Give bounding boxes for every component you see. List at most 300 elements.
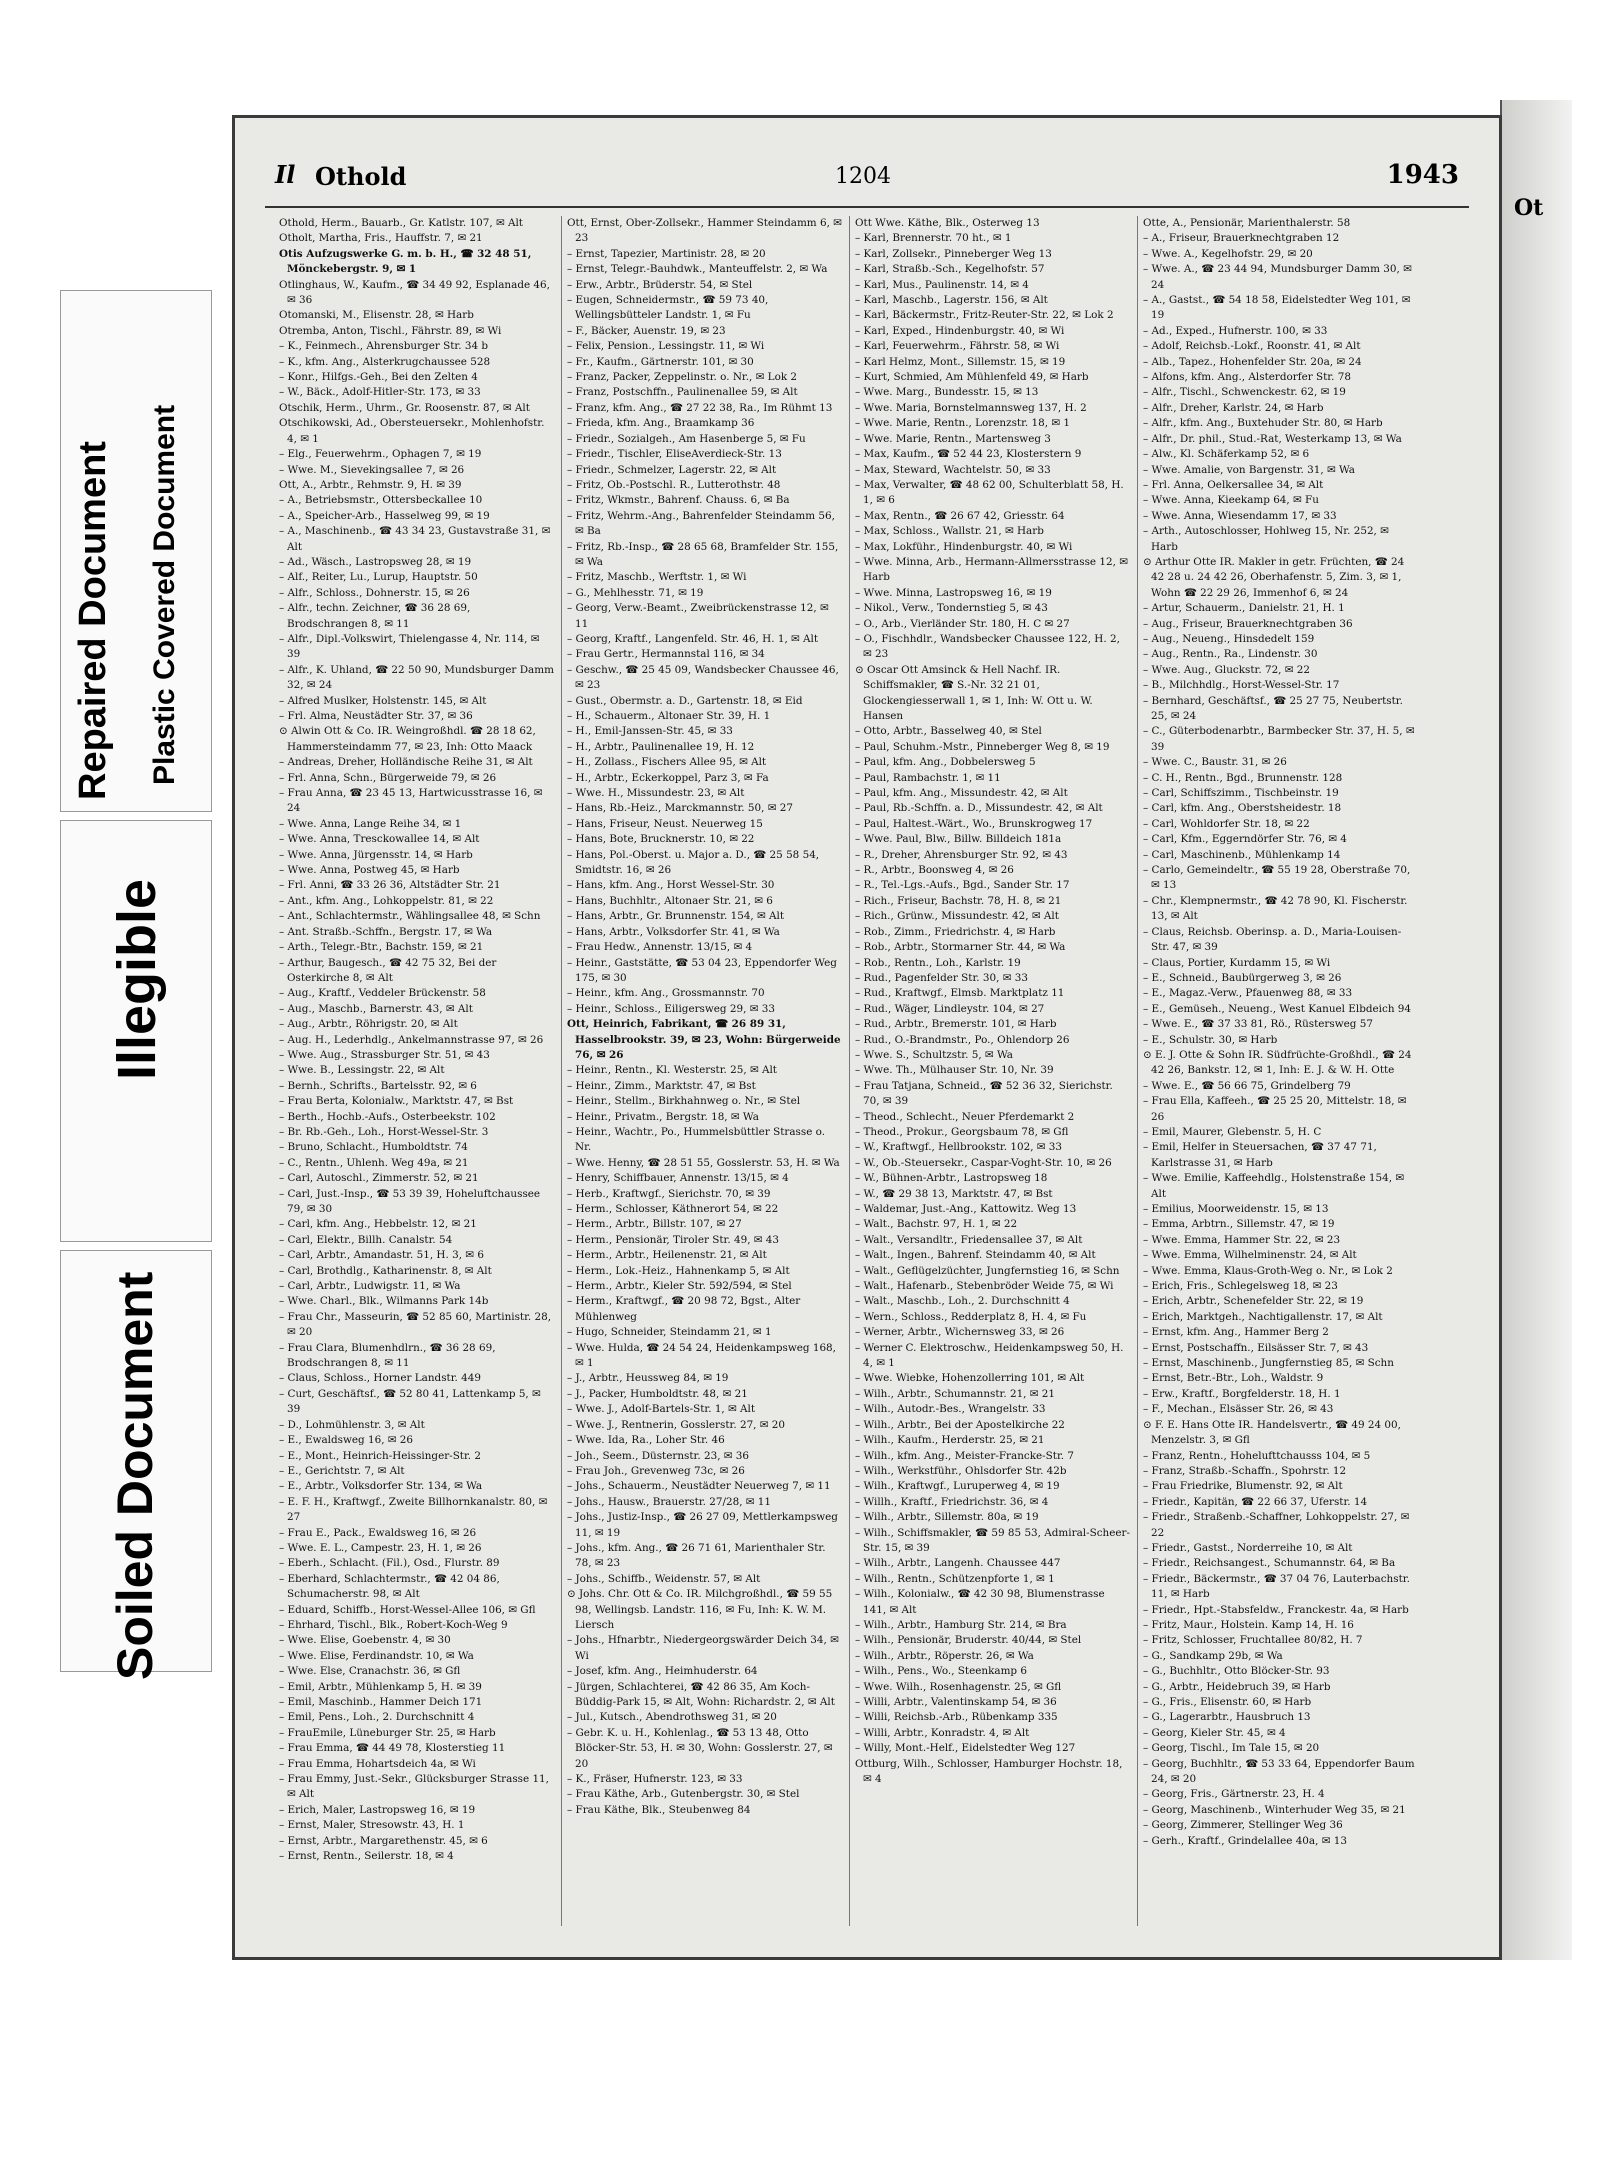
directory-entry: – Georg, Fris., Gärtnerstr. 23, H. 4: [1143, 1788, 1325, 1801]
directory-entry: – Franz, Postschffn., Paulinenallee 59, ✉ Alt: [567, 386, 798, 399]
directory-entry: – Walt., Hafenarb., Stebenbröder Weide 75, ✉ Wi: [855, 1280, 1114, 1293]
directory-entry: – Fritz, Ob.-Postschl. R., Lutterothstr. 48: [567, 478, 781, 491]
directory-entry: – Ad., Exped., Hufnerstr. 100, ✉ 33: [1143, 324, 1328, 337]
directory-entry: – Herm., Arbtr., Kieler Str. 592/594, ✉ Stel: [567, 1280, 792, 1293]
directory-entry: – Wwe. Anna, Tresckowallee 14, ✉ Alt: [279, 833, 480, 846]
directory-entry: – Aug., Friseur, Brauerknechtgraben 36: [1143, 617, 1353, 630]
directory-entry: – Carl, Arbtr., Amandastr. 51, H. 3, ✉ 6: [279, 1249, 484, 1262]
directory-entry: – Ernst, Tapezier, Martinistr. 28, ✉ 20: [567, 247, 766, 260]
directory-entry: – Frau Friedrike, Blumenstr. 92, ✉ Alt: [1143, 1480, 1343, 1493]
directory-entry: – Carl, Brothdlg., Katharinenstr. 8, ✉ Alt: [279, 1264, 492, 1277]
directory-entry: – Frieda, kfm. Ang., Braamkamp 36: [567, 417, 755, 430]
directory-entry: – Werner C. Elektroschw., Heidenkampsweg 50, H. 4, ✉ 1: [855, 1341, 1124, 1370]
directory-entry: – A., Betriebsmstr., Ottersbeckallee 10: [279, 494, 483, 507]
directory-entry: – Wwe. Ida, Ra., Loher Str. 46: [567, 1434, 725, 1447]
directory-entry: – Carlo, Gemeindeltr., ☎ 55 19 28, Oberstraße 70, ✉ 13: [1143, 864, 1411, 892]
directory-entry: – Friedr., Sozialgeh., Am Hasenberge 5, ✉ Fu: [567, 432, 806, 445]
column-1: [279, 216, 554, 1926]
directory-entry: – Heinr., Privatm., Bergstr. 18, ✉ Wa: [567, 1110, 759, 1123]
directory-entry: – Franz, Straßb.-Schaffn., Spohrstr. 12: [1143, 1464, 1347, 1477]
directory-entry: – Arth., Telegr.-Btr., Bachstr. 159, ✉ 21: [279, 941, 484, 954]
directory-entry: Ott, Ernst, Ober-Zollsekr., Hammer Steindamm 6, ✉ 23: [567, 217, 842, 245]
page-header: [275, 160, 1459, 200]
directory-entry: – Hans, Arbtr., Volksdorfer Str. 41, ✉ Wa: [567, 925, 780, 938]
directory-entry: Otte, A., Pensionär, Marienthalerstr. 58: [1143, 217, 1351, 229]
directory-entry: Ottburg, Wilh., Schlosser, Hamburger Hochstr. 18, ✉ 4: [855, 1757, 1123, 1786]
directory-entry: – Rich., Grünw., Missundestr. 42, ✉ Alt: [855, 910, 1059, 923]
directory-entry: – Alfr., kfm. Ang., Buxtehuder Str. 80, ✉ Harb: [1143, 417, 1383, 430]
directory-entry: – Johs., Schauerm., Neustädter Neuerweg 7, ✉ 11: [567, 1480, 831, 1493]
directory-entry: – Herm., Schlosser, Käthnerort 54, ✉ 22: [567, 1203, 779, 1215]
directory-entry: – Johs., Hfnarbtr., Niedergeorgswärder Deich 34, ✉ Wi: [567, 1634, 839, 1662]
directory-entry: ⊙ Arthur Otte IR. Makler in getr. Früchten, ☎ 24 42 28 u. 24 42 26, Oberhafenstr. 5, Zim. 3, ✉ 1, Wohn ☎ 22 29 26, Immenhof 6, ✉ 24: [1143, 555, 1405, 599]
directory-entry: – Friedr., Bäckermstr., ☎ 37 04 76, Lauterbachstr. 11, ✉ Harb: [1143, 1572, 1410, 1601]
directory-entry: – Willi, Arbtr., Valentinskamp 54, ✉ 36: [855, 1696, 1057, 1708]
directory-entry: – Fritz, Rb.-Insp., ☎ 28 65 68, Bramfelder Str. 155, ✉ Wa: [567, 540, 839, 568]
directory-entry: – Karl, Feuerwehrm., Fährstr. 58, ✉ Wi: [855, 340, 1060, 353]
directory-entry: – Alw., Kl. Schäferkamp 52, ✉ 6: [1143, 448, 1310, 461]
directory-entry: – Frau Chr., Masseurin, ☎ 52 85 60, Martinistr. 28, ✉ 20: [279, 1310, 552, 1339]
directory-entry: – Ernst, Postschaffn., Eilsässer Str. 7, ✉ 43: [1143, 1341, 1369, 1354]
directory-entry: – Frau Clara, Blumenhdlrn., ☎ 36 28 69, Brodschrangen 8, ✉ 11: [279, 1341, 496, 1370]
directory-entry: – Herm., Arbtr., Heilenenstr. 21, ✉ Alt: [567, 1249, 767, 1262]
directory-entry: – Wwe. Th., Mülhauser Str. 10, Nr. 39: [855, 1064, 1054, 1077]
directory-entry: – Frau Käthe, Blk., Steubenweg 84: [567, 1803, 751, 1816]
directory-entry: – Wilh., Pensionär, Bruderstr. 40/44, ✉ Stel: [855, 1634, 1082, 1647]
directory-entry: – G., Sandkamp 29b, ✉ Wa: [1143, 1649, 1283, 1662]
directory-entry: – Walt., Geflügelzüchter, Jungfernstieg 16, ✉ Schn: [855, 1264, 1120, 1277]
directory-entry: – Johs., Justiz-Insp., ☎ 26 27 09, Mettlerkampsweg 11, ✉ 19: [567, 1511, 838, 1539]
header-prefix: Il: [275, 160, 296, 189]
directory-entry: – Ernst, kfm. Ang., Hammer Berg 2: [1143, 1326, 1329, 1339]
directory-entry: – Aug., Rentn., Ra., Lindenstr. 30: [1143, 648, 1318, 661]
directory-entry: – Fr., Kaufm., Gärtnerstr. 101, ✉ 30: [567, 355, 754, 368]
directory-entry: – F., Mechan., Elsässer Str. 26, ✉ 43: [1143, 1403, 1334, 1416]
illegible-label: Illegible: [107, 878, 167, 1080]
directory-entry: – Alfr., Dr. phil., Stud.-Rat, Westerkamp 13, ✉ Wa: [1143, 432, 1402, 445]
directory-entry: – Werner, Arbtr., Wichernsweg 33, ✉ 26: [855, 1326, 1065, 1339]
directory-entry: – Frau Tatjana, Schneid., ☎ 52 36 32, Sierichstr. 70, ✉ 39: [855, 1079, 1113, 1108]
directory-entry: – O., Fischhdlr., Wandsbecker Chaussee 122, H. 2, ✉ 23: [855, 632, 1120, 661]
directory-entry: – Arth., Autoschlosser, Hohlweg 15, Nr. 252, ✉ Harb: [1143, 525, 1389, 553]
directory-entry: – J., Arbtr., Heussweg 84, ✉ 19: [567, 1372, 729, 1385]
directory-entry: – Wwe. A., ☎ 23 44 94, Mundsburger Damm 30, ✉ 24: [1143, 263, 1412, 291]
directory-entry: – Wwe. Anna, Wiesendamm 17, ✉ 33: [1143, 509, 1337, 522]
directory-entry: – Max, Lokführ., Hindenburgstr. 40, ✉ Wi: [855, 540, 1073, 553]
directory-entry: – Aug., Maschb., Barnerstr. 43, ✉ Alt: [279, 1002, 473, 1015]
directory-entry: – Jul., Kutsch., Abendrothsweg 31, ✉ 20: [567, 1711, 777, 1724]
directory-entry: – Emil, Pens., Loh., 2. Durchschnitt 4: [279, 1711, 475, 1724]
directory-entry: – Friedr., Hpt.-Stabsfeldw., Franckestr. 4a, ✉ Harb: [1143, 1603, 1409, 1616]
directory-entry: – C., Güterbodenarbtr., Barmbecker Str. 37, H. 5, ✉ 39: [1143, 725, 1415, 753]
directory-entry: – Wwe. Charl., Blk., Wilmanns Park 14b: [279, 1295, 489, 1308]
directory-entry: – Wwe. Emma, Hammer Str. 22, ✉ 23: [1143, 1233, 1341, 1246]
directory-entry: – W., Kraftwgf., Hellbrookstr. 102, ✉ 33: [855, 1141, 1063, 1154]
directory-entry: – C. H., Rentn., Bgd., Brunnenstr. 128: [1143, 771, 1343, 784]
directory-entry: – Wilh., Kraftwgf., Luruperweg 4, ✉ 19: [855, 1480, 1060, 1493]
directory-entry: – Frl. Anna, Oelkersallee 34, ✉ Alt: [1143, 478, 1324, 491]
directory-entry: – Felix, Pension., Lessingstr. 11, ✉ Wi: [567, 340, 765, 353]
directory-entry: – G., Lagerarbtr., Hausbruch 13: [1143, 1711, 1311, 1724]
directory-entry: – Rob., Zimm., Friedrichstr. 4, ✉ Harb: [855, 925, 1056, 938]
directory-entry: Otis Aufzugswerke G. m. b. H., ☎ 32 48 51, Mönckebergstr. 9, ✉ 1: [279, 247, 532, 276]
directory-entry: – Carl, kfm. Ang., Oberstsheidestr. 18: [1143, 802, 1342, 815]
directory-entry: – Frau Berta, Kolonialw., Marktstr. 47, ✉ Bst: [279, 1095, 514, 1108]
directory-entry: – Herm., Arbtr., Billstr. 107, ✉ 27: [567, 1218, 742, 1231]
directory-entry: ⊙ Oscar Ott Amsinck & Hell Nachf. IR. Schiffsmakler, ☎ S.-Nr. 32 21 01, Glockengiesserwall 1, ✉ 1, Inh: W. Ott u. W. Hansen: [855, 663, 1093, 722]
directory-entry: – Max, Verwalter, ☎ 48 62 00, Schulterblatt 58, H. 1, ✉ 6: [855, 478, 1124, 507]
directory-entry: – Wwe. Anna, Lange Reihe 34, ✉ 1: [279, 817, 462, 830]
directory-entry: – E., Gemüseh., Neueng., West Kanuel Elbdeich 94: [1143, 1002, 1412, 1015]
directory-entry: – Gebr. K. u. H., Kohlenlag., ☎ 53 13 48, Otto Blöcker-Str. 53, H. ✉ 30, Wohn: Gosslerstr. 27, ✉ 20: [567, 1726, 833, 1770]
directory-entry: – Wilh., Kaufm., Herderstr. 25, ✉ 21: [855, 1434, 1045, 1447]
directory-entry: – G., Mehlhesstr. 71, ✉ 19: [567, 586, 704, 599]
directory-entry: – Walt., Ingen., Bahrenf. Steindamm 40, ✉ Alt: [855, 1249, 1096, 1262]
directory-entry: Ott Wwe. Käthe, Blk., Osterweg 13: [855, 217, 1040, 229]
directory-entry: – Wwe. Maria, Bornstelmannsweg 137, H. 2: [855, 401, 1087, 414]
directory-entry: – Friedr., Kapitän, ☎ 22 66 37, Uferstr. 14: [1143, 1495, 1368, 1508]
directory-entry: – Rud., Pagenfelder Str. 30, ✉ 33: [855, 971, 1028, 984]
directory-entry: – Wilh., Kolonialw., ☎ 42 30 98, Blumenstrasse 141, ✉ Alt: [855, 1588, 1105, 1616]
directory-entry: – R., Arbtr., Boonsweg 4, ✉ 26: [855, 864, 1014, 877]
directory-entry: – Bernhard, Geschäftsf., ☎ 25 27 75, Neubertstr. 25, ✉ 24: [1143, 694, 1403, 722]
column-4: [1143, 216, 1418, 1926]
directory-entry: – Heinr., Stellm., Birkhahnweg o. Nr., ✉ Stel: [567, 1095, 801, 1108]
directory-entry: – Wwe. A., Kegelhofstr. 29, ✉ 20: [1143, 247, 1313, 260]
directory-entry: – Heinr., Zimm., Marktstr. 47, ✉ Bst: [567, 1079, 756, 1092]
directory-entry: – Frau Emma, ☎ 44 49 78, Klosterstieg 11: [279, 1742, 506, 1755]
edge-text: Ot: [1514, 195, 1544, 221]
directory-entry: – Emil, Maschinb., Hammer Deich 171: [279, 1696, 483, 1708]
directory-entry: Otschik, Herm., Uhrm., Gr. Roosenstr. 87, ✉ Alt: [279, 401, 530, 414]
directory-entry: – Herm., Lok.-Heiz., Hahnenkamp 5, ✉ Alt: [567, 1264, 790, 1277]
directory-entry: – E., Ewaldsweg 16, ✉ 26: [279, 1434, 414, 1447]
directory-entry: – Wern., Schloss., Redderplatz 8, H. 4, ✉ Fu: [855, 1310, 1087, 1323]
directory-entry: – Wwe. Marg., Bundesstr. 15, ✉ 13: [855, 386, 1039, 399]
directory-entry: – Wilh., Arbtr., Bei der Apostelkirche 22: [855, 1418, 1065, 1431]
directory-entry: – Frau Käthe, Arb., Gutenbergstr. 30, ✉ Stel: [567, 1788, 800, 1801]
directory-entry: – Alfr., Schloss., Dohnerstr. 15, ✉ 26: [279, 586, 470, 599]
directory-entry: – Wilh., Arbtr., Schumannstr. 21, ✉ 21: [855, 1387, 1056, 1400]
directory-page: [232, 115, 1502, 1960]
adjacent-page-edge: [1500, 100, 1572, 1960]
directory-entry: – Br. Rb.-Geh., Loh., Horst-Wessel-Str. 3: [279, 1125, 489, 1138]
directory-entry: – Rob., Arbtr., Stormarner Str. 44, ✉ Wa: [855, 941, 1066, 954]
directory-entry: – Wwe. Elise, Goebenstr. 4, ✉ 30: [279, 1634, 451, 1647]
directory-entry: – W., Bäck., Adolf-Hitler-Str. 173, ✉ 33: [279, 386, 481, 399]
directory-entry: – Hugo, Schneider, Steindamm 21, ✉ 1: [567, 1326, 772, 1339]
directory-entry: – Wwe. E. L., Campestr. 23, H. 1, ✉ 26: [279, 1541, 482, 1554]
directory-entry: – Claus, Portier, Kurdamm 15, ✉ Wi: [1143, 956, 1331, 969]
directory-entry: – Wwe. Aug., Strassburger Str. 51, ✉ 43: [279, 1048, 490, 1061]
directory-entry: – Carl, Schiffszimm., Tischbeinstr. 19: [1143, 787, 1339, 800]
directory-entry: – Walt., Bachstr. 97, H. 1, ✉ 22: [855, 1218, 1018, 1231]
directory-entry: – Frl. Alma, Neustädter Str. 37, ✉ 36: [279, 710, 473, 722]
directory-entry: – E., Mont., Heinrich-Heissinger-Str. 2: [279, 1449, 482, 1462]
directory-entry: – Fritz, Wkmstr., Bahrenf. Chauss. 6, ✉ Ba: [567, 494, 790, 507]
directory-entry: – Karl, Bäckermstr., Fritz-Reuter-Str. 22, ✉ Lok 2: [855, 309, 1114, 322]
directory-entry: – Willi, Arbtr., Konradstr. 4, ✉ Alt: [855, 1726, 1030, 1739]
directory-entry: – Alfr., techn. Zeichner, ☎ 36 28 69, Brodschrangen 8, ✉ 11: [279, 602, 471, 630]
directory-entry: – Wwe. Minna, Arb., Hermann-Allmersstrasse 12, ✉ Harb: [855, 555, 1128, 584]
directory-entry: – Hans, Friseur, Neust. Neuerweg 15: [567, 817, 763, 830]
directory-entry: – Heinr., Wachtr., Po., Hummelsbüttler Strasse o. Nr.: [567, 1125, 826, 1154]
directory-entry: – Wwe. Hulda, ☎ 24 54 24, Heidenkampsweg 168, ✉ 1: [567, 1341, 836, 1370]
directory-entry: – A., Friseur, Brauerknechtgraben 12: [1143, 232, 1340, 245]
directory-entry: – Artur, Schauerm., Danielstr. 21, H. 1: [1143, 602, 1345, 615]
directory-entry: – Max, Rentn., ☎ 26 67 42, Griesstr. 64: [855, 509, 1065, 522]
directory-entry: – Johs., Schiffb., Weidenstr. 57, ✉ Alt: [567, 1572, 761, 1585]
directory-entry: – Claus, Schloss., Horner Landstr. 449: [279, 1372, 481, 1385]
directory-entry: – Wilh., Arbtr., Röperstr. 26, ✉ Wa: [855, 1649, 1034, 1662]
directory-entry: – W., ☎ 29 38 13, Marktstr. 47, ✉ Bst: [855, 1187, 1053, 1200]
directory-entry: – Wwe. Emilie, Kaffeehdlg., Holstenstraße 154, ✉ Alt: [1143, 1172, 1405, 1200]
directory-entry: – Friedr., Reichsangest., Schumannstr. 64, ✉ Ba: [1143, 1557, 1396, 1570]
directory-entry: – Willi, Reichsb.-Arb., Rübenkamp 335: [855, 1711, 1058, 1724]
directory-entry: – Wwe. E., ☎ 37 33 81, Rö., Rüstersweg 57: [1143, 1018, 1373, 1031]
directory-entry: – A., Speicher-Arb., Hasselweg 99, ✉ 19: [279, 509, 490, 522]
directory-entry: – Wwe. Anna, Kieekamp 64, ✉ Fu: [1143, 494, 1319, 507]
directory-entry: – Wwe. Emma, Klaus-Groth-Weg o. Nr., ✉ Lok 2: [1143, 1264, 1393, 1277]
directory-entry: – Paul, Haltest.-Wärt., Wo., Brunskrogweg 17: [855, 817, 1093, 830]
directory-entry: – Henry, Schiffbauer, Annenstr. 13/15, ✉ 4: [567, 1172, 789, 1185]
directory-entry: – Wilh., Autodr.-Bes., Wrangelstr. 33: [855, 1403, 1046, 1416]
directory-entry: – Max, Steward, Wachtelstr. 50, ✉ 33: [855, 463, 1051, 476]
column-separator: [561, 216, 562, 1926]
directory-entry: – Karl, Brennerstr. 70 ht., ✉ 1: [855, 232, 1012, 245]
directory-entry: – K., Feinmech., Ahrensburger Str. 34 b: [279, 340, 489, 353]
directory-entry: – Paul, kfm. Ang., Missundestr. 42, ✉ Alt: [855, 787, 1068, 800]
directory-entry: – Frau E., Pack., Ewaldsweg 16, ✉ 26: [279, 1526, 477, 1539]
directory-entry: – Rich., Friseur, Bachstr. 78, H. 8, ✉ 21: [855, 894, 1062, 907]
directory-entry: – FrauEmile, Lüneburger Str. 25, ✉ Harb: [279, 1726, 496, 1739]
directory-entry: – Ernst, Telegr.-Bauhdwk., Manteuffelstr. 2, ✉ Wa: [567, 263, 828, 276]
directory-entry: – Rob., Rentn., Loh., Karlstr. 19: [855, 956, 1021, 969]
directory-entry: – Karl, Mus., Paulinenstr. 14, ✉ 4: [855, 278, 1029, 291]
directory-entry: – Fritz, Wehrm.-Ang., Bahrenfelder Steindamm 56, ✉ Ba: [567, 509, 835, 538]
column-separator: [1137, 216, 1138, 1926]
directory-entry: – B., Milchhdlg., Horst-Wessel-Str. 17: [1143, 679, 1340, 692]
directory-entry: – Karl, Zollsekr., Pinneberger Weg 13: [855, 247, 1052, 260]
directory-entry: – Nikol., Verw., Tondernstieg 5, ✉ 43: [855, 602, 1048, 615]
directory-entry: – Wwe. J., Adolf-Bartels-Str. 1, ✉ Alt: [567, 1403, 756, 1416]
directory-entry: – Karl Helmz, Mont., Sillemstr. 15, ✉ 19: [855, 355, 1066, 368]
directory-entry: – Carl, kfm. Ang., Hebbelstr. 12, ✉ 21: [279, 1218, 477, 1231]
directory-entry: – Frl. Anni, ☎ 33 26 36, Altstädter Str. 21: [279, 879, 501, 892]
directory-entry: – Alfr., K. Uhland, ☎ 22 50 90, Mundsburger Damm 32, ✉ 24: [279, 663, 554, 692]
directory-entry: – Carl, Autoschl., Zimmerstr. 52, ✉ 21: [279, 1172, 479, 1185]
directory-entry: – Georg, Verw.-Beamt., Zweibrückenstrasse 12, ✉ 11: [567, 602, 829, 630]
directory-entry: – Alfred Muslker, Holstenstr. 145, ✉ Alt: [279, 694, 487, 707]
directory-entry: Otomanski, M., Elisenstr. 28, ✉ Harb: [279, 309, 474, 322]
directory-entry: – Frl. Anna, Schn., Bürgerweide 79, ✉ 26: [279, 771, 497, 784]
directory-entry: ⊙ Alwin Ott & Co. IR. Weingroßhdl. ☎ 28 18 62, Hammersteindamm 77, ✉ 23, Inh: Otto Maack: [279, 725, 536, 753]
directory-entry: – Friedr., Tischler, EliseAverdieck-Str. 13: [567, 448, 782, 461]
soiled-label: Soiled Document: [107, 1271, 163, 1680]
directory-entry: – Otto, Arbtr., Basselweg 40, ✉ Stel: [855, 725, 1042, 738]
directory-entry: – Frau Hedw., Annenstr. 13/15, ✉ 4: [567, 941, 753, 954]
directory-entry: – Hans, Pol.-Oberst. u. Major a. D., ☎ 25 58 54, Smidtstr. 16, ✉ 26: [567, 848, 820, 877]
directory-entry: – Aug., Kraftf., Veddeler Brückenstr. 58: [279, 987, 486, 1000]
directory-entry: – Alfr., Dreher, Karlstr. 24, ✉ Harb: [1143, 401, 1324, 414]
directory-entry: – Curt, Geschäftsf., ☎ 52 80 41, Lattenkamp 5, ✉ 39: [279, 1387, 541, 1416]
directory-entry: – Wwe. Paul, Blw., Billw. Billdeich 181a: [855, 833, 1062, 846]
directory-entry: – Friedr., Gastst., Norderreihe 10, ✉ Alt: [1143, 1541, 1353, 1554]
directory-entry: – Wilh., Arbtr., Hamburg Str. 214, ✉ Bra: [855, 1618, 1067, 1631]
directory-entry: – Ant., Schlachtermstr., Wählingsallee 48, ✉ Schn: [279, 910, 541, 923]
directory-entry: – Karl, Exped., Hindenburgstr. 40, ✉ Wi: [855, 324, 1065, 337]
directory-entry: – Wwe. S., Schultzstr. 5, ✉ Wa: [855, 1048, 1013, 1061]
directory-entry: – Wilh., Werkstführ., Ohlsdorfer Str. 42b: [855, 1464, 1067, 1477]
directory-entry: – E., Gerichtstr. 7, ✉ Alt: [279, 1464, 405, 1477]
header-surname: Othold: [315, 162, 407, 191]
directory-entry: Ott, Heinrich, Fabrikant, ☎ 26 89 31, Hasselbrookstr. 39, ✉ 23, Wohn: Bürgerweide 76, ✉ 26: [567, 1018, 841, 1061]
directory-entry: – Herm., Kraftwgf., ☎ 20 98 72, Bgst., Alter Mühlenweg: [567, 1295, 801, 1323]
directory-entry: – Erich, Maler, Lastropsweg 16, ✉ 19: [279, 1803, 476, 1816]
directory-entry: – Wwe. Anna, Postweg 45, ✉ Harb: [279, 864, 460, 877]
directory-entry: – Fritz, Maur., Holstein. Kamp 14, H. 16: [1143, 1618, 1354, 1631]
directory-entry: – Wwe. Wilh., Rosenhagenstr. 25, ✉ Gfl: [855, 1680, 1062, 1693]
directory-entry: – Waldemar, Just.-Ang., Kattowitz. Weg 13: [855, 1203, 1077, 1215]
directory-entry: – Wwe. Wiebke, Hohenzollerring 101, ✉ Alt: [855, 1372, 1085, 1385]
repaired-label: Repaired Document: [72, 441, 114, 800]
directory-entry: – Friedr., Straßenb.-Schaffner, Lohkoppelstr. 27, ✉ 22: [1143, 1511, 1410, 1539]
plastic-label: Plastic Covered Document: [148, 404, 181, 785]
directory-entry: – Franz, kfm. Ang., ☎ 27 22 38, Ra., Im Rühmt 13: [567, 401, 833, 414]
directory-entry: – Berth., Hochb.-Aufs., Osterbeekstr. 102: [279, 1110, 496, 1123]
directory-entry: – Wilh., Arbtr., Langenh. Chaussee 447: [855, 1557, 1061, 1570]
directory-entry: – Wwe. Marie, Rentn., Lorenzstr. 18, ✉ 1: [855, 417, 1070, 430]
directory-entry: – Eduard, Schiffb., Horst-Wessel-Allee 106, ✉ Gfl: [279, 1603, 536, 1616]
directory-entry: – Emma, Arbtrn., Sillemstr. 47, ✉ 19: [1143, 1218, 1335, 1231]
directory-entry: – Wwe. E., ☎ 56 66 75, Grindelberg 79: [1143, 1079, 1351, 1092]
directory-entry: – Georg, Zimmerer, Stellinger Weg 36: [1143, 1819, 1343, 1832]
directory-entry: – Wwe. B., Lessingstr. 22, ✉ Alt: [279, 1064, 445, 1077]
directory-entry: – Wilh., Pens., Wo., Steenkamp 6: [855, 1665, 1027, 1678]
directory-entry: – Wwe. Emma, Wilhelminenstr. 24, ✉ Alt: [1143, 1249, 1357, 1262]
directory-entry: – Willh., Kraftf., Friedrichstr. 36, ✉ 4: [855, 1495, 1049, 1508]
header-year: 1943: [1386, 160, 1459, 190]
directory-entry: – Max, Schloss., Wallstr. 21, ✉ Harb: [855, 525, 1044, 538]
directory-entry: – Carl, Maschinenb., Mühlenkamp 14: [1143, 848, 1341, 861]
condition-labels: [60, 160, 220, 1860]
directory-entry: – Emil, Helfer in Steuersachen, ☎ 37 47 71, Karlstrasse 31, ✉ Harb: [1143, 1141, 1377, 1169]
directory-entry: – Adolf, Reichsb.-Lokf., Roonstr. 41, ✉ Alt: [1143, 340, 1361, 353]
directory-entry: – K., Fräser, Hufnerstr. 123, ✉ 33: [567, 1773, 743, 1786]
directory-entry: Othold, Herm., Bauarb., Gr. Katlstr. 107, ✉ Alt: [279, 217, 523, 229]
directory-entry: – Hans, Rb.-Heiz., Marckmannstr. 50, ✉ 27: [567, 802, 793, 815]
directory-entry: – Johs., kfm. Ang., ☎ 26 71 61, Marienthaler Str. 78, ✉ 23: [567, 1541, 826, 1570]
directory-entry: ⊙ Johs. Chr. Ott & Co. IR. Milchgroßhdl., ☎ 59 55 98, Wellingsb. Landstr. 116, ✉ Fu, Inh: K. W. M. Liersch: [567, 1588, 833, 1631]
directory-entry: – E. F. H., Kraftwgf., Zweite Billhornkanalstr. 80, ✉ 27: [279, 1495, 548, 1524]
directory-entry: – Ernst, Maschinenb., Jungfernstieg 85, ✉ Schn: [1143, 1357, 1394, 1370]
directory-entry: – Frau Emma, Hohartsdeich 4a, ✉ Wi: [279, 1757, 476, 1770]
directory-entry: – Bernh., Schrifts., Bartelsstr. 92, ✉ 6: [279, 1079, 477, 1092]
directory-entry: – Konr., Hilfgs.-Geh., Bei den Zelten 4: [279, 371, 478, 384]
directory-entry: – Ant., kfm. Ang., Lohkoppelstr. 81, ✉ 22: [279, 894, 494, 907]
directory-entry: – K., kfm. Ang., Alsterkrugchaussee 528: [279, 355, 491, 368]
directory-entry: – Wilh., Rentn., Schützenpforte 1, ✉ 1: [855, 1572, 1055, 1585]
directory-entry: Ott, A., Arbtr., Rehmstr. 9, H. ✉ 39: [279, 478, 462, 491]
directory-entry: – Emilius, Moorweidenstr. 15, ✉ 13: [1143, 1203, 1329, 1215]
directory-entry: – Carl, Elektr., Billh. Canalstr. 54: [279, 1233, 453, 1246]
directory-entry: – Paul, kfm. Ang., Dobbelersweg 5: [855, 756, 1036, 769]
directory-entry: – Georg, Tischl., Im Tale 15, ✉ 20: [1143, 1742, 1320, 1755]
directory-entry: – Wwe. Minna, Lastropsweg 16, ✉ 19: [855, 586, 1052, 599]
directory-entry: – Frau Anna, ☎ 23 45 13, Hartwicusstrasse 16, ✉ 24: [279, 787, 543, 815]
directory-entry: – Ernst, Betr.-Btr., Loh., Waldstr. 9: [1143, 1372, 1324, 1385]
directory-entry: – Eugen, Schneidermstr., ☎ 59 73 40, Wellingsbütteler Landstr. 1, ✉ Fu: [567, 294, 769, 322]
directory-entry: – Erich, Marktgeh., Nachtigallenstr. 17, ✉ Alt: [1143, 1310, 1383, 1323]
directory-entry: – Rud., Wäger, Lindleystr. 104, ✉ 27: [855, 1002, 1045, 1015]
directory-entry: – Andreas, Dreher, Holländische Reihe 31, ✉ Alt: [279, 756, 533, 769]
header-rule: [265, 206, 1469, 208]
directory-entry: – Geschw., ☎ 25 45 09, Wandsbecker Chaussee 46, ✉ 23: [567, 663, 839, 692]
directory-entry: – Eberhard, Schlachtermstr., ☎ 42 04 86, Schumacherstr. 98, ✉ Alt: [279, 1572, 500, 1601]
directory-entry: – Carl, Wohldorfer Str. 18, ✉ 22: [1143, 817, 1310, 830]
directory-entry: – Chr., Klempnermstr., ☎ 42 78 90, Kl. Fischerstr. 13, ✉ Alt: [1143, 894, 1408, 923]
directory-entry: – Alf., Reiter, Lu., Lurup, Hauptstr. 50: [279, 571, 478, 584]
directory-entry: – Arthur, Baugesch., ☎ 42 75 32, Bei der Osterkirche 8, ✉ Alt: [279, 956, 497, 984]
directory-entry: – A., Gastst., ☎ 54 18 58, Eidelstedter Weg 101, ✉ 19: [1143, 294, 1411, 322]
directory-entry: – Georg, Kieler Str. 45, ✉ 4: [1143, 1726, 1286, 1739]
directory-entry: – Gerh., Kraftf., Grindelallee 40a, ✉ 13: [1143, 1834, 1347, 1847]
directory-entry: – Hans, Arbtr., Gr. Brunnenstr. 154, ✉ Alt: [567, 910, 785, 923]
directory-entry: – Paul, Rb.-Schffn. a. D., Missundestr. 42, ✉ Alt: [855, 802, 1103, 815]
directory-entry: – H., Emil-Janssen-Str. 45, ✉ 33: [567, 725, 733, 738]
directory-entry: – Walt., Versandltr., Friedensallee 37, ✉ Alt: [855, 1233, 1083, 1246]
directory-entry: – Johs., Hausw., Brauerstr. 27/28, ✉ 11: [567, 1495, 772, 1508]
directory-entry: – O., Arb., Vierländer Str. 180, H. C ✉ 27: [855, 617, 1070, 630]
directory-entry: – Herm., Pensionär, Tiroler Str. 49, ✉ 43: [567, 1233, 780, 1246]
directory-entry: Otlinghaus, W., Kaufm., ☎ 34 49 92, Esplanade 46, ✉ 36: [279, 278, 550, 307]
directory-entry: – Rud., O.-Brandmstr., Po., Ohlendorp 26: [855, 1033, 1070, 1046]
directory-entry: – Fritz, Maschb., Werftstr. 1, ✉ Wi: [567, 571, 747, 584]
directory-entry: – Paul, Rambachstr. 1, ✉ 11: [855, 771, 1001, 784]
directory-entry: ⊙ E. J. Otte & Sohn IR. Südfrüchte-Großhdl., ☎ 24 42 26, Bankstr. 12, ✉ 1, Inh: E. J. & W. H. Otte: [1143, 1048, 1412, 1077]
directory-entry: Otholt, Martha, Fris., Hauffstr. 7, ✉ 21: [279, 232, 483, 245]
directory-entry: – Wwe. Amalie, von Bargenstr. 31, ✉ Wa: [1143, 463, 1355, 476]
directory-entry: – E., Schneid., Baubürgerweg 3, ✉ 26: [1143, 971, 1342, 984]
directory-entry: – G., Fris., Elisenstr. 60, ✉ Harb: [1143, 1696, 1312, 1708]
directory-entry: – A., Maschinenb., ☎ 43 34 23, Gustavstraße 31, ✉ Alt: [279, 525, 551, 553]
directory-entry: – Ernst, Rentn., Seilerstr. 18, ✉ 4: [279, 1850, 454, 1863]
directory-entry: – Rud., Arbtr., Bremerstr. 101, ✉ Harb: [855, 1018, 1057, 1031]
directory-entry: – H., Arbtr., Paulinenallee 19, H. 12: [567, 740, 755, 753]
directory-entry: Otschikowski, Ad., Obersteuersekr., Mohlenhofstr. 4, ✉ 1: [279, 417, 545, 445]
directory-entry: – Heinr., Schloss., Eiligersweg 29, ✉ 33: [567, 1002, 775, 1015]
directory-entry: – R., Dreher, Ahrensburger Str. 92, ✉ 43: [855, 848, 1068, 861]
directory-entry: – Friedr., Schmelzer, Lagerstr. 22, ✉ Alt: [567, 463, 777, 476]
directory-entry: – Franz, Rentn., Hohelufttchausss 104, ✉ 5: [1143, 1449, 1371, 1462]
directory-entry: – Hans, Bote, Brucknerstr. 10, ✉ 22: [567, 833, 755, 846]
directory-entry: – Paul, Schuhm.-Mstr., Pinneberger Weg 8, ✉ 19: [855, 740, 1110, 753]
directory-entry: – Emil, Maurer, Glebenstr. 5, H. C: [1143, 1125, 1322, 1138]
directory-entry: – Hans, Buchhltr., Altonaer Str. 21, ✉ 6: [567, 894, 773, 907]
directory-entry: – Frau Joh., Grevenweg 73c, ✉ 26: [567, 1464, 745, 1477]
directory-entry: – Bruno, Schlacht., Humboldtstr. 74: [279, 1141, 468, 1154]
directory-entry: – H., Zollass., Fischers Allee 95, ✉ Alt: [567, 756, 767, 769]
directory-entry: – Alfr., Dipl.-Volkswirt, Thielengasse 4, Nr. 114, ✉ 39: [279, 632, 540, 661]
directory-entry: – Max, Kaufm., ☎ 52 44 23, Klosterstern 9: [855, 448, 1082, 461]
directory-entry: – Franz, Packer, Zeppelinstr. o. Nr., ✉ Lok 2: [567, 371, 798, 384]
directory-entry: – G., Buchhltr., Otto Blöcker-Str. 93: [1143, 1665, 1330, 1678]
directory-entry: – Hans, kfm. Ang., Horst Wessel-Str. 30: [567, 879, 775, 892]
directory-entry: – J., Packer, Humboldtstr. 48, ✉ 21: [567, 1387, 748, 1400]
directory-entry: – Wwe. Aug., Gluckstr. 72, ✉ 22: [1143, 663, 1311, 676]
directory-entry: – Carl, Just.-Insp., ☎ 53 39 39, Hoheluftchaussee 79, ✉ 30: [279, 1187, 541, 1215]
directory-entry: – C., Rentn., Uhlenh. Weg 49a, ✉ 21: [279, 1156, 469, 1169]
